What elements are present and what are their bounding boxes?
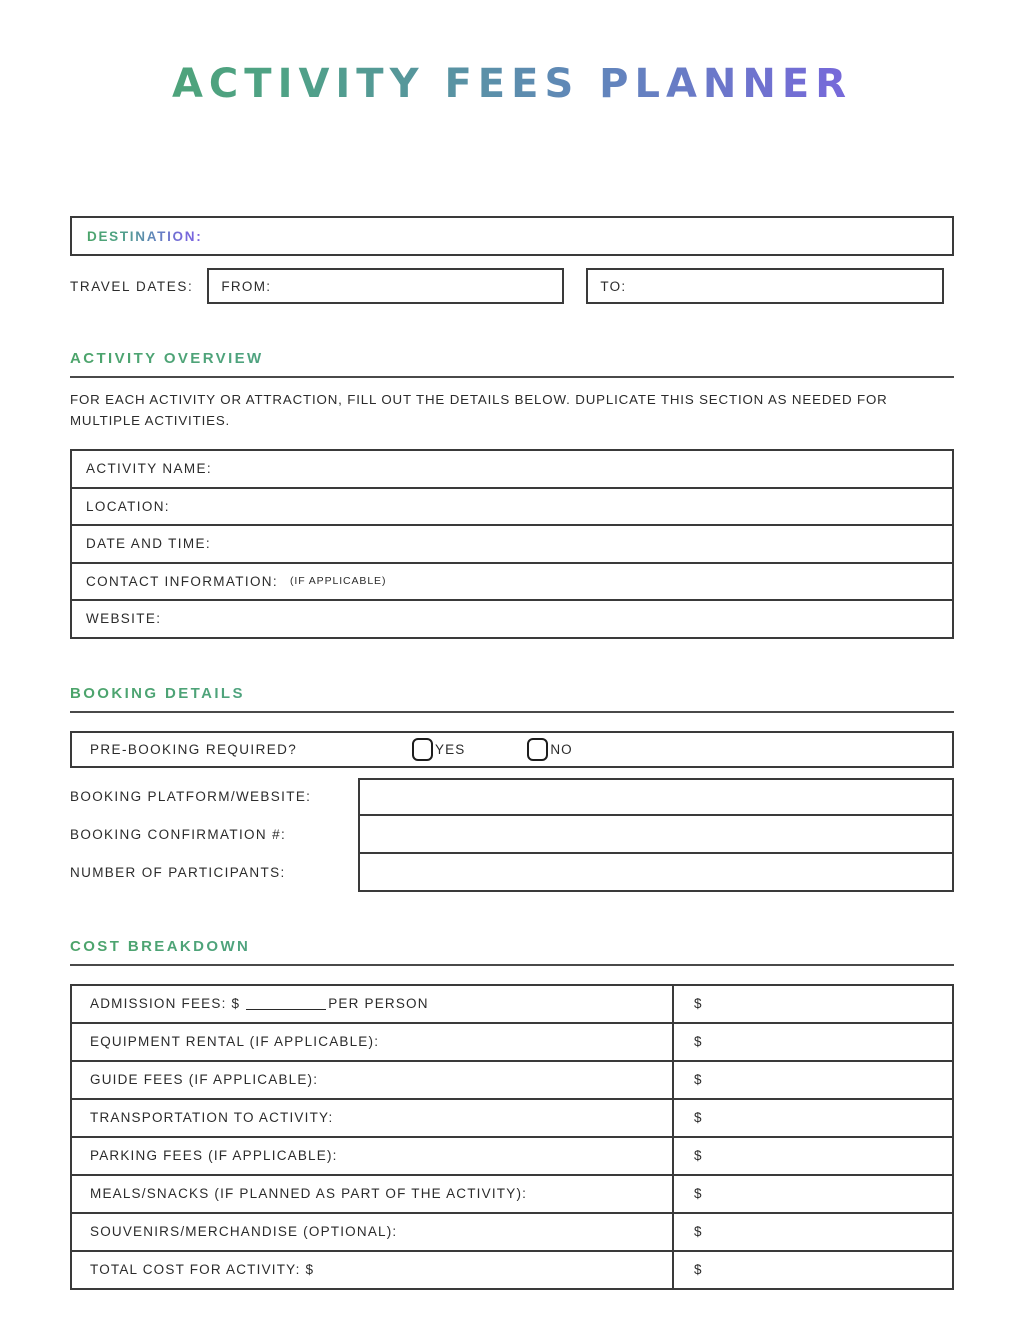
booking-confirmation-row [70, 816, 954, 854]
currency-symbol: $ [694, 996, 702, 1012]
table-row[interactable] [72, 451, 952, 489]
souvenirs-label: SOUVENIRS/MERCHANDISE (OPTIONAL): [90, 1224, 398, 1240]
admission-fees-label-cell [72, 986, 674, 1022]
travel-dates-label: TRAVEL DATES: [70, 278, 194, 294]
cost-breakdown-heading: COST BREAKDOWN [70, 938, 954, 955]
table-row [72, 1100, 952, 1138]
travel-date-to-field[interactable] [586, 268, 944, 304]
admission-fees-amount-cell[interactable] [674, 986, 952, 1022]
total-cost-amount-cell[interactable] [674, 1252, 952, 1288]
admission-fees-per-person-label: PER PERSON [328, 996, 429, 1012]
destination-field[interactable] [70, 216, 954, 256]
contact-information-label: CONTACT INFORMATION: [86, 573, 278, 589]
booking-details-section [70, 685, 954, 892]
to-label: TO: [600, 278, 627, 294]
prebooking-no-option[interactable] [527, 738, 572, 761]
activity-overview-section [70, 350, 954, 639]
currency-symbol: $ [694, 1034, 702, 1050]
equipment-rental-amount-cell[interactable] [674, 1024, 952, 1060]
date-and-time-label: DATE AND TIME: [86, 536, 211, 552]
booking-confirmation-label: BOOKING CONFIRMATION #: [70, 827, 287, 843]
table-row [72, 1024, 952, 1062]
guide-fees-label-cell [72, 1062, 674, 1098]
cost-breakdown-table [70, 984, 954, 1290]
booking-confirmation-input[interactable] [358, 816, 954, 854]
currency-symbol: $ [694, 1224, 702, 1240]
cost-breakdown-section [70, 938, 954, 1290]
meals-snacks-amount-cell[interactable] [674, 1176, 952, 1212]
guide-fees-amount-cell[interactable] [674, 1062, 952, 1098]
parking-fees-label-cell [72, 1138, 674, 1174]
souvenirs-label-cell [72, 1214, 674, 1250]
table-row [72, 1176, 952, 1214]
booking-platform-row [70, 778, 954, 816]
number-of-participants-label: NUMBER OF PARTICIPANTS: [70, 865, 286, 881]
booking-platform-label: BOOKING PLATFORM/WEBSITE: [70, 789, 312, 805]
equipment-rental-label: EQUIPMENT RENTAL (IF APPLICABLE): [90, 1034, 380, 1050]
table-row[interactable] [72, 526, 952, 564]
currency-symbol: $ [694, 1148, 702, 1164]
table-row [72, 1062, 952, 1100]
prebooking-row [70, 731, 954, 768]
checkbox-icon[interactable] [527, 738, 548, 761]
prebooking-yes-label: YES [435, 741, 466, 757]
contact-if-applicable-note: (IF APPLICABLE) [290, 575, 387, 588]
souvenirs-amount-cell[interactable] [674, 1214, 952, 1250]
booking-details-heading: BOOKING DETAILS [70, 685, 954, 702]
page-title: ACTIVITY FEES PLANNER [0, 62, 1024, 106]
total-cost-label-cell [72, 1252, 674, 1288]
header-fields [70, 216, 954, 304]
number-of-participants-row [70, 854, 954, 892]
currency-symbol: $ [694, 1110, 702, 1126]
parking-fees-label: PARKING FEES (IF APPLICABLE): [90, 1148, 338, 1164]
table-row [72, 1214, 952, 1252]
booking-input-rows [70, 778, 954, 892]
table-row[interactable] [72, 489, 952, 527]
travel-dates-row [70, 268, 954, 304]
transportation-label: TRANSPORTATION TO ACTIVITY: [90, 1110, 334, 1126]
table-row [72, 1138, 952, 1176]
currency-symbol: $ [694, 1262, 702, 1278]
currency-symbol: $ [694, 1186, 702, 1202]
transportation-amount-cell[interactable] [674, 1100, 952, 1136]
meals-snacks-label: MEALS/SNACKS (IF PLANNED AS PART OF THE ACTIVITY): [90, 1186, 528, 1202]
table-row[interactable] [72, 601, 952, 639]
activity-overview-description: FOR EACH ACTIVITY OR ATTRACTION, FILL OUT THE DETAILS BELOW. DUPLICATE THIS SECTION AS NEEDED FOR MULTIPLE ACTIVITIES. [70, 392, 888, 428]
heading-divider [70, 376, 954, 378]
admission-fees-label: ADMISSION FEES: $ [90, 996, 241, 1012]
website-label: WEBSITE: [86, 611, 162, 627]
checkbox-icon[interactable] [412, 738, 433, 761]
prebooking-question: PRE-BOOKING REQUIRED? [90, 741, 298, 757]
travel-date-from-field[interactable] [207, 268, 564, 304]
number-of-participants-input[interactable] [358, 854, 954, 892]
activity-details-table [70, 449, 954, 639]
admission-fees-blank-line[interactable] [246, 997, 326, 1010]
spacer [564, 268, 586, 304]
table-row[interactable] [72, 564, 952, 602]
equipment-rental-label-cell [72, 1024, 674, 1060]
prebooking-yes-option[interactable] [412, 738, 465, 761]
table-row [72, 1252, 952, 1290]
currency-symbol: $ [694, 1072, 702, 1088]
heading-divider [70, 964, 954, 966]
activity-name-label: ACTIVITY NAME: [86, 461, 212, 477]
from-label: FROM: [221, 278, 272, 294]
destination-label: DESTINATION: [87, 228, 203, 244]
transportation-label-cell [72, 1100, 674, 1136]
prebooking-no-label: NO [550, 741, 573, 757]
heading-divider [70, 711, 954, 713]
activity-overview-heading: ACTIVITY OVERVIEW [70, 350, 954, 367]
total-cost-label: TOTAL COST FOR ACTIVITY: $ [90, 1262, 315, 1278]
location-label: LOCATION: [86, 498, 170, 514]
guide-fees-label: GUIDE FEES (IF APPLICABLE): [90, 1072, 319, 1088]
meals-snacks-label-cell [72, 1176, 674, 1212]
parking-fees-amount-cell[interactable] [674, 1138, 952, 1174]
table-row [72, 986, 952, 1024]
booking-platform-input[interactable] [358, 778, 954, 816]
